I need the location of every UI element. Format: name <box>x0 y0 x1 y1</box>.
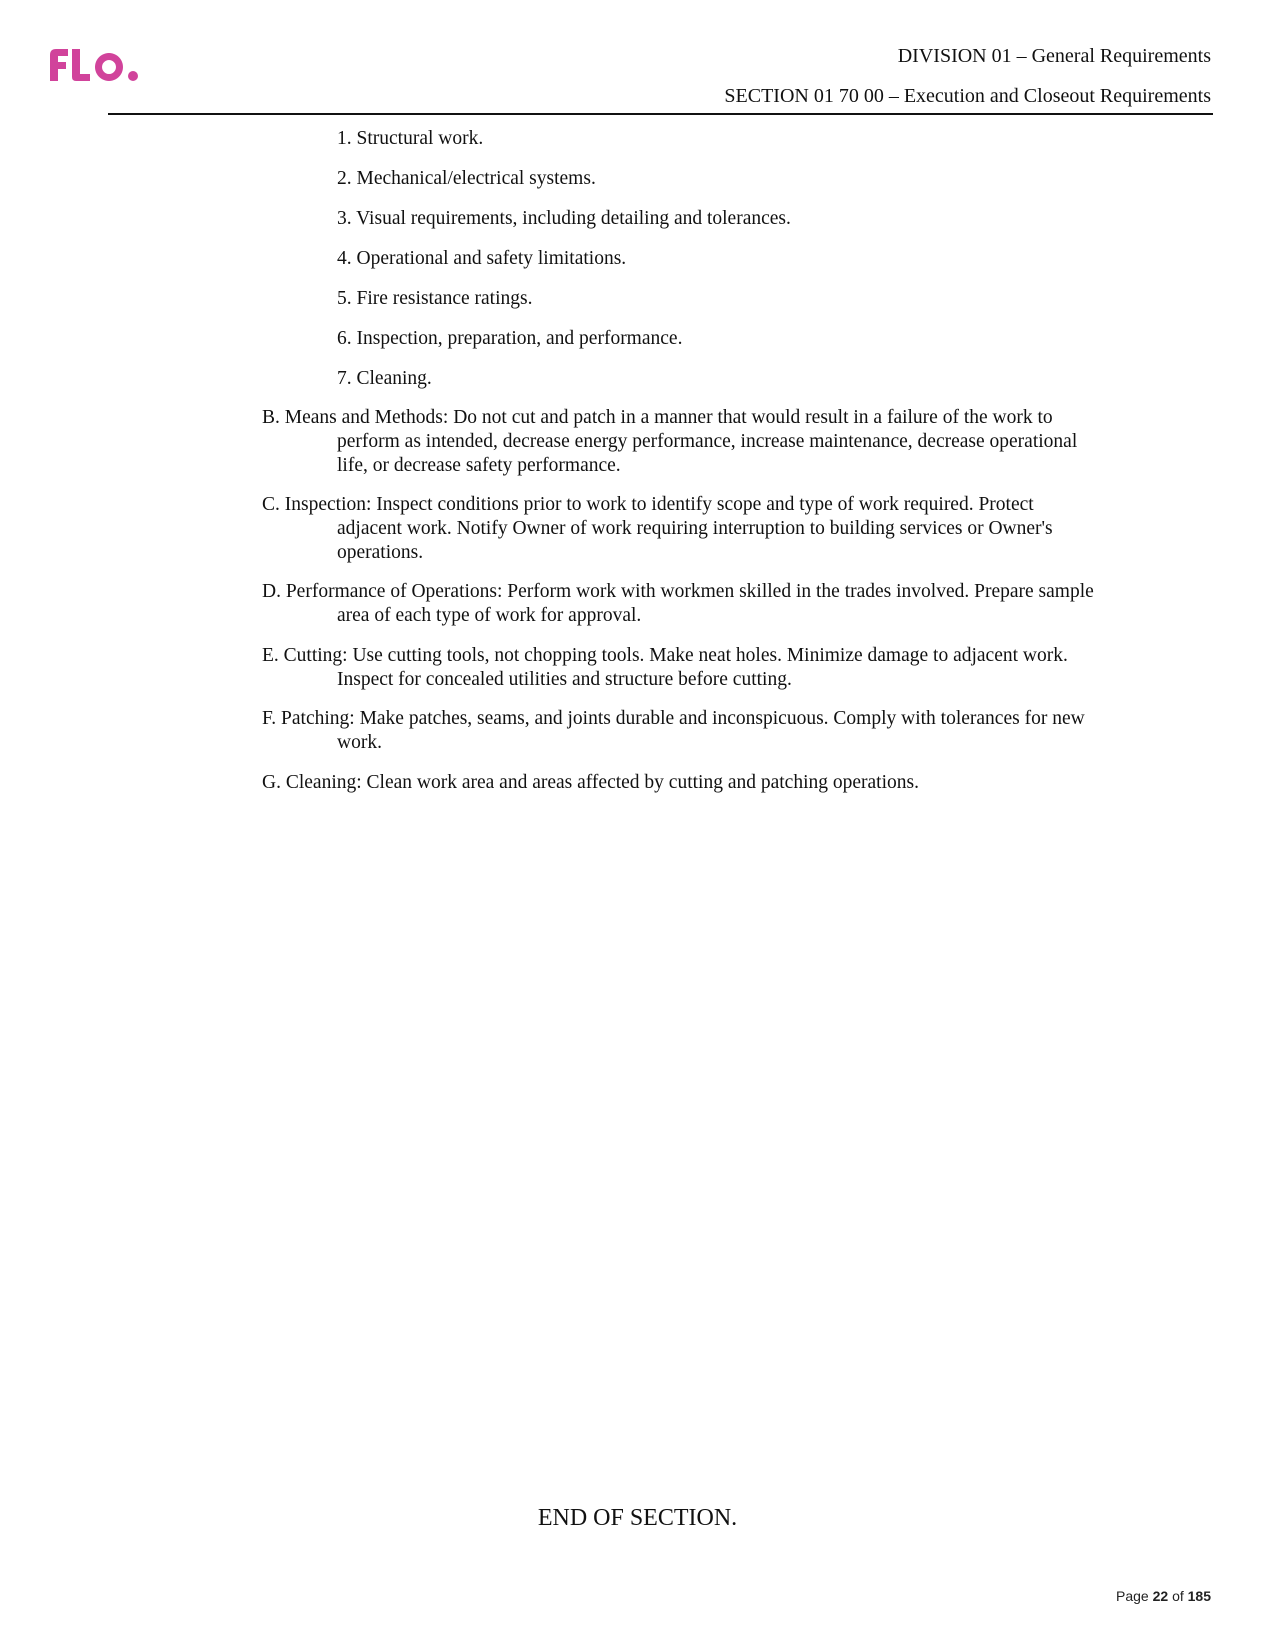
division-title: DIVISION 01 – General Requirements <box>897 45 1211 67</box>
paragraph-line: life, or decrease safety performance. <box>337 455 621 476</box>
paragraph-patching <box>262 707 1162 755</box>
header-divider <box>108 113 1213 115</box>
paragraph-performance-of-operations <box>262 580 1162 628</box>
paragraph-line: G. Cleaning: Clean work area and areas affected by cutting and patching operations. <box>262 772 919 793</box>
flo-logo-mark <box>46 45 146 85</box>
list-item: 1. Structural work. <box>337 128 484 149</box>
paragraph-cutting <box>262 644 1162 692</box>
list-item: 6. Inspection, preparation, and performance. <box>337 328 683 349</box>
paragraph-line: work. <box>337 732 382 753</box>
paragraph-line: operations. <box>337 542 424 563</box>
page-label: Page <box>1116 1588 1149 1604</box>
list-item: 3. Visual requirements, including detailing and tolerances. <box>337 208 791 229</box>
list-item: 5. Fire resistance ratings. <box>337 288 533 309</box>
list-item: 4. Operational and safety limitations. <box>337 248 627 269</box>
flo-logo <box>46 45 146 85</box>
paragraph-line: D. Performance of Operations: Perform work with workmen skilled in the trades involved. Prepare sample <box>262 581 1094 602</box>
page-header <box>724 44 1211 108</box>
paragraph-cleaning <box>262 771 1162 795</box>
paragraph-line: perform as intended, decrease energy performance, increase maintenance, decrease operational <box>337 431 1078 452</box>
paragraph-line: F. Patching: Make patches, seams, and joints durable and inconspicuous. Comply with tolerances for new <box>262 708 1085 729</box>
paragraph-means-and-methods <box>262 406 1162 478</box>
paragraph-line: E. Cutting: Use cutting tools, not chopping tools. Make neat holes. Minimize damage to adjacent work. <box>262 645 1068 666</box>
paragraph-line: adjacent work. Notify Owner of work requiring interruption to building services or Owner's <box>337 518 1053 539</box>
section-title: SECTION 01 70 00 – Execution and Closeout Requirements <box>724 85 1211 107</box>
page-number <box>1116 1587 1211 1605</box>
page-current: 22 <box>1152 1588 1169 1604</box>
paragraph-line: area of each type of work for approval. <box>337 605 642 626</box>
paragraph-line: Inspect for concealed utilities and structure before cutting. <box>337 669 792 690</box>
paragraph-line: B. Means and Methods: Do not cut and patch in a manner that would result in a failure of the work to <box>262 407 1053 428</box>
page-of: of <box>1172 1588 1184 1604</box>
end-of-section: END OF SECTION. <box>537 1505 738 1531</box>
paragraph-line: C. Inspection: Inspect conditions prior to work to identify scope and type of work required. Protect <box>262 494 1034 515</box>
list-item: 2. Mechanical/electrical systems. <box>337 168 596 189</box>
page-total: 185 <box>1187 1588 1211 1604</box>
list-item: 7. Cleaning. <box>337 368 432 389</box>
paragraph-inspection <box>262 493 1162 565</box>
